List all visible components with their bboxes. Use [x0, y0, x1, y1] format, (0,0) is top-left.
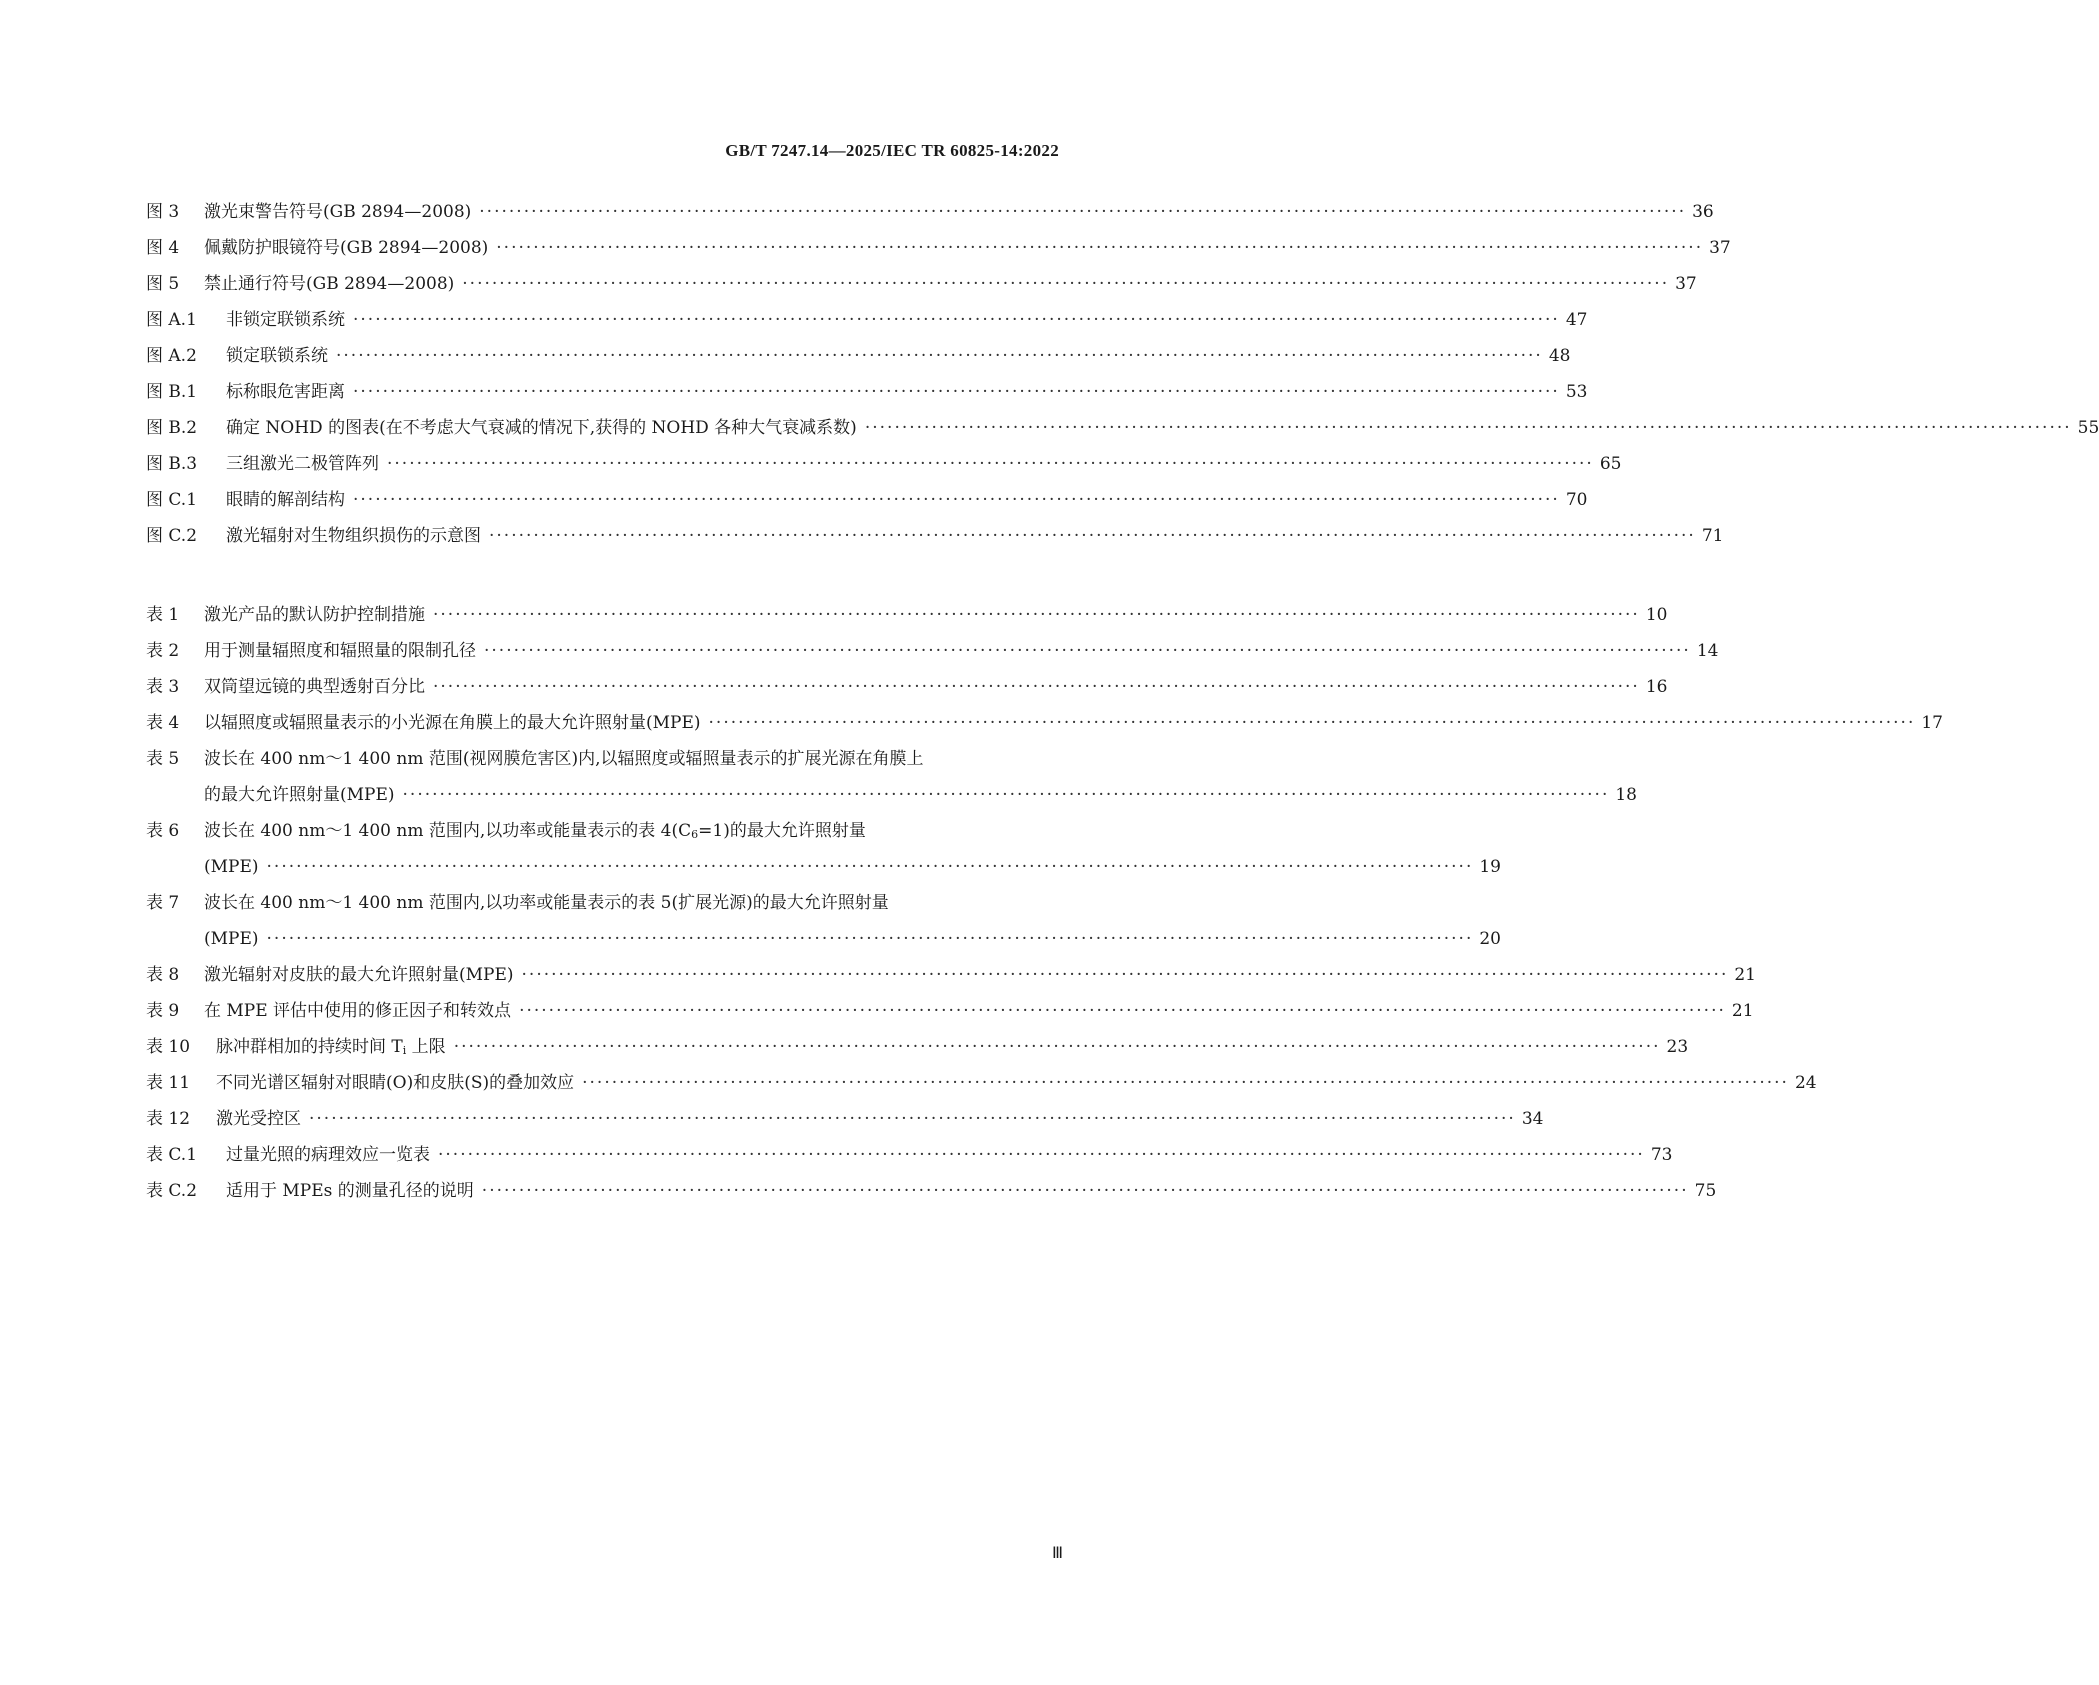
toc-entry-table[interactable] — [146, 1065, 1817, 1101]
dot-leader — [709, 705, 1916, 741]
dot-leader — [489, 518, 1696, 554]
toc-entry-table[interactable] — [146, 1173, 1717, 1209]
standard-header: GB/T 7247.14—2025/IEC TR 60825-14:2022 — [725, 141, 1059, 160]
entry-page: 18 — [1615, 785, 1637, 805]
entry-title: 标称眼危害距离 — [226, 382, 345, 402]
toc-entry-figure[interactable] — [146, 302, 1588, 338]
dot-leader — [454, 1029, 1661, 1065]
entry-page: 55 — [2077, 418, 2099, 438]
entry-title: 眼睛的解剖结构 — [226, 490, 345, 510]
entry-label: 图 C.2 — [146, 526, 198, 546]
entry-title: 在 MPE 评估中使用的修正因子和转效点 — [204, 1001, 512, 1021]
toc-entry-figure[interactable] — [146, 482, 1588, 518]
dot-leader — [267, 849, 1474, 885]
entry-title: 激光受控区 — [216, 1109, 301, 1129]
entry-label: 表 7 — [146, 893, 180, 913]
entry-title-line2: (MPE) — [204, 929, 259, 949]
toc-entry-table[interactable] — [146, 957, 1756, 993]
entry-label: 图 5 — [146, 274, 180, 294]
entry-page: 47 — [1565, 310, 1588, 330]
toc-entry-figure[interactable] — [146, 266, 1697, 302]
entry-label: 表 C.2 — [146, 1181, 198, 1201]
dot-leader — [433, 597, 1640, 633]
toc-entry-figure[interactable] — [146, 338, 1571, 374]
dot-leader — [519, 993, 1726, 1029]
dot-leader — [267, 921, 1474, 957]
toc-entry-table[interactable] — [146, 597, 1668, 633]
page-number: Ⅲ — [1051, 1545, 1063, 1562]
entry-label: 表 3 — [146, 677, 180, 697]
entry-page: 37 — [1709, 238, 1731, 258]
entry-page: 10 — [1645, 605, 1668, 625]
dot-leader — [353, 302, 1560, 338]
entry-page: 36 — [1692, 202, 1714, 222]
entry-label: 图 A.1 — [146, 310, 197, 330]
entry-label: 表 10 — [146, 1037, 191, 1057]
entry-page: 53 — [1565, 382, 1588, 402]
entry-page: 21 — [1731, 1001, 1754, 1021]
toc-entry-figure[interactable] — [146, 446, 1622, 482]
entry-title: 以辐照度或辐照量表示的小光源在角膜上的最大允许照射量(MPE) — [204, 713, 701, 733]
entry-title: 锁定联锁系统 — [226, 346, 328, 366]
entry-page: 71 — [1701, 526, 1724, 546]
entry-page: 14 — [1696, 641, 1719, 661]
title-subscript: i — [402, 1044, 407, 1057]
dot-leader — [522, 957, 1729, 993]
entry-title: 激光产品的默认防护控制措施 — [204, 605, 425, 625]
entry-label: 表 C.1 — [146, 1145, 198, 1165]
entry-title: 激光束警告符号(GB 2894—2008) — [204, 202, 472, 222]
entry-label: 表 12 — [146, 1109, 191, 1129]
dot-leader — [484, 633, 1691, 669]
toc-entry-table[interactable] — [146, 1137, 1673, 1173]
dot-leader — [482, 1173, 1689, 1209]
toc-entry-figure[interactable] — [146, 518, 1724, 554]
entry-page: 17 — [1921, 713, 1943, 733]
entry-label: 表 4 — [146, 713, 180, 733]
entry-page: 21 — [1734, 965, 1756, 985]
toc-entry-table[interactable] — [146, 993, 1754, 1029]
entry-page: 16 — [1645, 677, 1668, 697]
entry-label: 图 C.1 — [146, 490, 198, 510]
entry-title: 过量光照的病理效应一览表 — [226, 1145, 430, 1165]
entry-label: 图 B.1 — [146, 382, 198, 402]
dot-leader — [865, 410, 2072, 446]
title-text-a: 波长在 400 nm～1 400 nm 范围内,以功率或能量表示的表 4(C — [204, 821, 692, 841]
toc-entry-table[interactable] — [146, 813, 1501, 885]
dot-leader — [353, 482, 1560, 518]
toc-entry-table[interactable] — [146, 741, 1637, 813]
entry-label: 表 5 — [146, 749, 180, 769]
title-text-b: 上限 — [406, 1037, 446, 1057]
entry-label: 图 4 — [146, 238, 180, 258]
title-text-a: 脉冲群相加的持续时间 T — [216, 1037, 403, 1057]
entry-page: 34 — [1521, 1109, 1544, 1129]
toc-entry-figure[interactable] — [146, 374, 1588, 410]
figure-list — [146, 194, 2099, 554]
dot-leader — [479, 194, 1686, 230]
entry-title: 佩戴防护眼镜符号(GB 2894—2008) — [204, 238, 489, 258]
dot-leader — [387, 446, 1594, 482]
entry-label: 表 6 — [146, 821, 180, 841]
entry-title: 适用于 MPEs 的测量孔径的说明 — [226, 1181, 474, 1201]
dot-leader — [309, 1101, 1516, 1137]
entry-title: 不同光谱区辐射对眼睛(O)和皮肤(S)的叠加效应 — [216, 1073, 575, 1093]
entry-title-line1: 波长在 400 nm～1 400 nm 范围内,以功率或能量表示的表 5(扩展光源)的最大允许照射量 — [204, 893, 889, 913]
toc-entry-table[interactable] — [146, 885, 1501, 957]
dot-leader — [403, 777, 1610, 813]
dot-leader — [336, 338, 1543, 374]
dot-leader — [438, 1137, 1645, 1173]
entry-label: 表 8 — [146, 965, 180, 985]
entry-page: 23 — [1666, 1037, 1689, 1057]
entry-label: 图 A.2 — [146, 346, 197, 366]
entry-title: 激光辐射对皮肤的最大允许照射量(MPE) — [204, 965, 514, 985]
entry-page: 48 — [1548, 346, 1571, 366]
entry-page: 75 — [1694, 1181, 1717, 1201]
entry-label: 图 3 — [146, 202, 180, 222]
entry-page: 37 — [1675, 274, 1697, 294]
toc-entry-table[interactable] — [146, 633, 1719, 669]
entry-label: 图 B.2 — [146, 418, 198, 438]
entry-page: 19 — [1479, 857, 1501, 877]
entry-title: 三组激光二极管阵列 — [226, 454, 379, 474]
dot-leader — [433, 669, 1640, 705]
entry-title: 非锁定联锁系统 — [226, 310, 345, 330]
entry-page: 70 — [1565, 490, 1588, 510]
entry-title-line1: 波长在 400 nm～1 400 nm 范围(视网膜危害区)内,以辐照度或辐照量表示的扩展光源在角膜上 — [204, 749, 924, 769]
entry-page: 65 — [1599, 454, 1622, 474]
entry-title-line2: (MPE) — [204, 857, 259, 877]
title-subscript: 6 — [691, 828, 699, 841]
entry-page: 73 — [1650, 1145, 1673, 1165]
entry-title: 禁止通行符号(GB 2894—2008) — [204, 274, 455, 294]
dot-leader — [353, 374, 1560, 410]
toc-entry-table[interactable] — [146, 705, 1943, 741]
entry-page: 20 — [1479, 929, 1501, 949]
entry-title: 双筒望远镜的典型透射百分比 — [204, 677, 425, 697]
toc-entry-figure[interactable] — [146, 230, 1731, 266]
entry-title-line2: 的最大允许照射量(MPE) — [204, 785, 395, 805]
entry-title: 用于测量辐照度和辐照量的限制孔径 — [204, 641, 476, 661]
dot-leader — [582, 1065, 1789, 1101]
toc-entry-table[interactable] — [146, 669, 1668, 705]
toc-entry-table[interactable] — [146, 1101, 1544, 1137]
entry-title: 激光辐射对生物组织损伤的示意图 — [226, 526, 481, 546]
entry-title-line1 — [204, 813, 866, 853]
toc-entry-figure[interactable] — [146, 410, 2099, 446]
toc-entry-figure[interactable] — [146, 194, 1714, 230]
table-list — [146, 597, 1943, 1209]
dot-leader — [496, 230, 1703, 266]
entry-label: 表 2 — [146, 641, 180, 661]
entry-title: 确定 NOHD 的图表(在不考虑大气衰减的情况下,获得的 NOHD 各种大气衰减系数) — [226, 418, 857, 438]
entry-title — [216, 1029, 446, 1069]
entry-label: 表 9 — [146, 1001, 180, 1021]
entry-label: 表 11 — [146, 1073, 191, 1093]
dot-leader — [462, 266, 1669, 302]
toc-entry-table[interactable] — [146, 1029, 1689, 1065]
entry-page: 24 — [1794, 1073, 1817, 1093]
entry-label: 表 1 — [146, 605, 180, 625]
entry-label: 图 B.3 — [146, 454, 198, 474]
title-text-b: =1)的最大允许照射量 — [698, 821, 866, 841]
